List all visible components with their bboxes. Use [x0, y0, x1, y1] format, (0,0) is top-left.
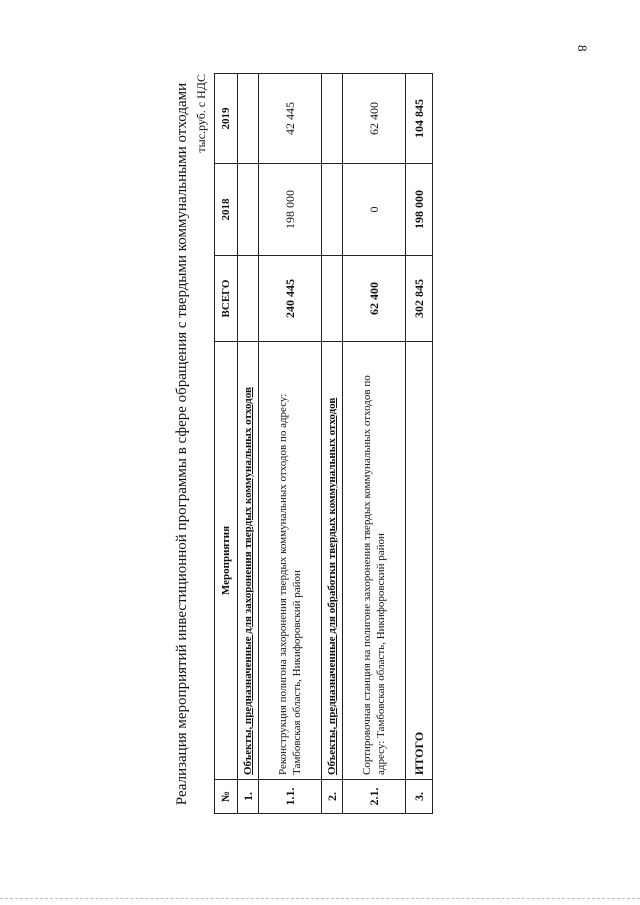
- table-header-row: [215, 74, 238, 814]
- section-row-2: [322, 74, 343, 814]
- document-title: Реализация мероприятий инвестиционной программы в сфере обращения с твердыми коммунальными отходами: [174, 82, 190, 806]
- item-2019: 62 400: [343, 74, 406, 164]
- section-number: 2.: [322, 780, 343, 814]
- item-total: 240 445: [259, 256, 322, 342]
- empty-cell: [238, 74, 259, 164]
- header-total: ВСЕГО: [215, 256, 238, 342]
- total-2018: 198 000: [406, 164, 433, 256]
- empty-cell: [322, 164, 343, 256]
- section-number: 1.: [238, 780, 259, 814]
- section-name: Объекты, предназначенные для обработки твердых коммунальных отходов: [322, 342, 343, 780]
- item-total: 62 400: [343, 256, 406, 342]
- scan-edge-line: [0, 898, 640, 899]
- total-label: ИТОГО: [406, 342, 433, 780]
- header-measures: Мероприятия: [215, 342, 238, 780]
- item-name: Сортировочная станция на полигоне захоронения твердых коммунальных отходов по адресу: Тамбовская область, Никифоровский район: [343, 342, 406, 780]
- investment-table: [214, 73, 433, 814]
- section-row-1: [238, 74, 259, 814]
- item-name: Реконструкция полигона захоронения твердых коммунальных отходов по адресу: Тамбовская область, Никифоровский район: [259, 342, 322, 780]
- empty-cell: [322, 74, 343, 164]
- empty-cell: [238, 164, 259, 256]
- table-row: [343, 74, 406, 814]
- total-number: 3.: [406, 780, 433, 814]
- table-row: [259, 74, 322, 814]
- total-2019: 104 845: [406, 74, 433, 164]
- empty-cell: [238, 256, 259, 342]
- item-number: 1.1.: [259, 780, 322, 814]
- total-sum: 302 845: [406, 256, 433, 342]
- header-2018: 2018: [215, 164, 238, 256]
- header-number: №: [215, 780, 238, 814]
- units-label: тыс.руб. с НДС: [194, 74, 208, 153]
- rotated-page-content: [172, 74, 492, 814]
- page-number: 8: [575, 45, 590, 52]
- item-number: 2.1.: [343, 780, 406, 814]
- item-2018: 0: [343, 164, 406, 256]
- empty-cell: [322, 256, 343, 342]
- item-2018: 198 000: [259, 164, 322, 256]
- item-2019: 42 445: [259, 74, 322, 164]
- section-name: Объекты, предназначенные для захоронения твердых коммунальных отходов: [238, 342, 259, 780]
- header-2019: 2019: [215, 74, 238, 164]
- total-row: [406, 74, 433, 814]
